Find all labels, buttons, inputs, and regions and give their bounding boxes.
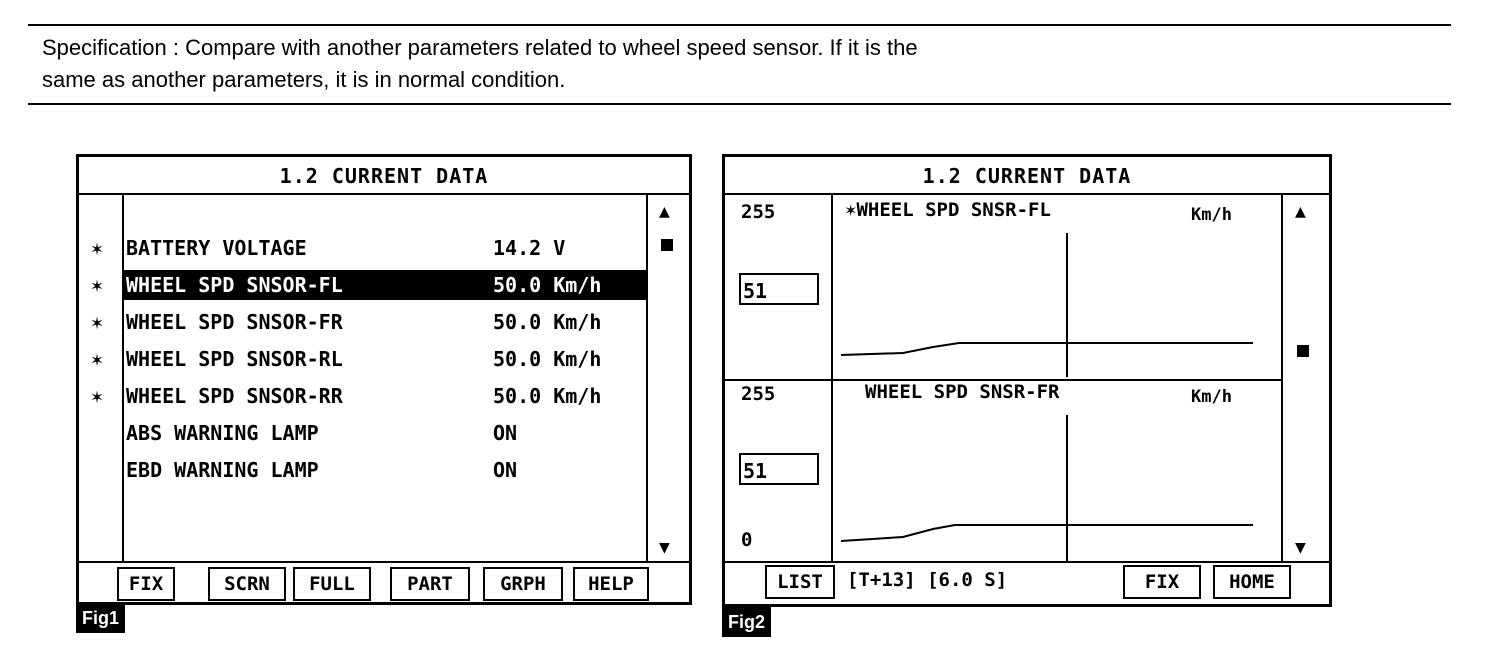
list-item-selected[interactable] xyxy=(90,270,646,300)
fix-button[interactable]: FIX xyxy=(117,567,175,601)
scroll-up-icon[interactable]: ▲ xyxy=(659,201,670,222)
param-value: 50.0 Km/h xyxy=(493,347,602,371)
graph1-label: ✶WHEEL SPD SNSR-FL xyxy=(845,199,1051,221)
fig2-screen xyxy=(722,154,1332,607)
param-label: BATTERY VOLTAGE xyxy=(126,236,307,260)
graph1-current: 51 xyxy=(739,273,819,305)
fig1-title: 1.2 CURRENT DATA xyxy=(79,157,689,195)
scroll-thumb[interactable] xyxy=(1297,345,1309,357)
spec-text xyxy=(42,32,1242,96)
spec-line-1: Specification : Compare with another parameters related to wheel speed sensor. If it is the xyxy=(42,35,918,60)
fig1-right-divider xyxy=(646,195,648,561)
graph2-trace xyxy=(841,525,1253,541)
graph1-unit: Km/h xyxy=(1191,205,1232,225)
param-value: 14.2 V xyxy=(493,236,566,260)
home-button[interactable]: HOME xyxy=(1213,565,1291,599)
param-label: EBD WARNING LAMP xyxy=(126,458,319,482)
star-icon: ✶ xyxy=(90,236,104,260)
param-label: ABS WARNING LAMP xyxy=(126,421,319,445)
graph2-plot xyxy=(833,411,1279,561)
full-button[interactable]: FULL xyxy=(293,567,371,601)
param-value: 50.0 Km/h xyxy=(493,384,602,408)
fig1-caption: Fig1 xyxy=(76,603,125,633)
fig1-screen xyxy=(76,154,692,605)
grph-button[interactable]: GRPH xyxy=(483,567,563,601)
spec-bottom-rule xyxy=(28,103,1451,105)
scrn-button[interactable]: SCRN xyxy=(208,567,286,601)
list-item[interactable] xyxy=(123,418,646,448)
star-icon: ✶ xyxy=(90,273,104,297)
fig2-title: 1.2 CURRENT DATA xyxy=(725,157,1329,195)
list-item[interactable] xyxy=(90,381,646,411)
param-label: WHEEL SPD SNSOR-RR xyxy=(126,384,343,408)
scroll-thumb[interactable] xyxy=(661,239,673,251)
graph1-max: 255 xyxy=(741,201,776,223)
graph1-trace xyxy=(841,343,1253,355)
spec-line-2: same as another parameters, it is in normal condition. xyxy=(42,67,566,92)
fix-button[interactable]: FIX xyxy=(1123,565,1201,599)
graph2-unit: Km/h xyxy=(1191,387,1232,407)
graph1-plot xyxy=(833,227,1279,377)
param-value: ON xyxy=(493,458,518,482)
star-icon: ✶ xyxy=(90,310,104,334)
param-label: WHEEL SPD SNSOR-FR xyxy=(126,310,343,334)
graph2-current: 51 xyxy=(739,453,819,485)
list-item[interactable] xyxy=(90,307,646,337)
param-label: WHEEL SPD SNSOR-RL xyxy=(126,347,343,371)
star-icon: ✶ xyxy=(90,384,104,408)
scroll-down-icon[interactable]: ▼ xyxy=(1295,537,1306,558)
graph2-min: 0 xyxy=(741,529,753,551)
list-button[interactable]: LIST xyxy=(765,565,835,599)
scroll-up-icon[interactable]: ▲ xyxy=(1295,201,1306,222)
spec-top-rule xyxy=(28,24,1451,26)
star-icon: ✶ xyxy=(90,347,104,371)
param-value: ON xyxy=(493,421,518,445)
scroll-down-icon[interactable]: ▼ xyxy=(659,537,670,558)
fig2-caption: Fig2 xyxy=(722,607,771,637)
fig2-right-divider xyxy=(1281,195,1283,561)
fig2-bottom-divider xyxy=(725,561,1329,563)
graph2-label: WHEEL SPD SNSR-FR xyxy=(865,381,1060,403)
param-label: WHEEL SPD SNSOR-FL xyxy=(126,273,343,297)
param-value: 50.0 Km/h xyxy=(493,310,602,334)
param-value: 50.0 Km/h xyxy=(493,273,602,297)
graph2-max: 255 xyxy=(741,383,776,405)
list-item[interactable] xyxy=(90,344,646,374)
list-item[interactable] xyxy=(123,455,646,485)
list-item[interactable] xyxy=(90,233,646,263)
part-button[interactable]: PART xyxy=(390,567,470,601)
fig1-bottom-divider xyxy=(79,561,689,563)
time-readout: [T+13] [6.0 S] xyxy=(847,569,1008,591)
help-button[interactable]: HELP xyxy=(573,567,649,601)
